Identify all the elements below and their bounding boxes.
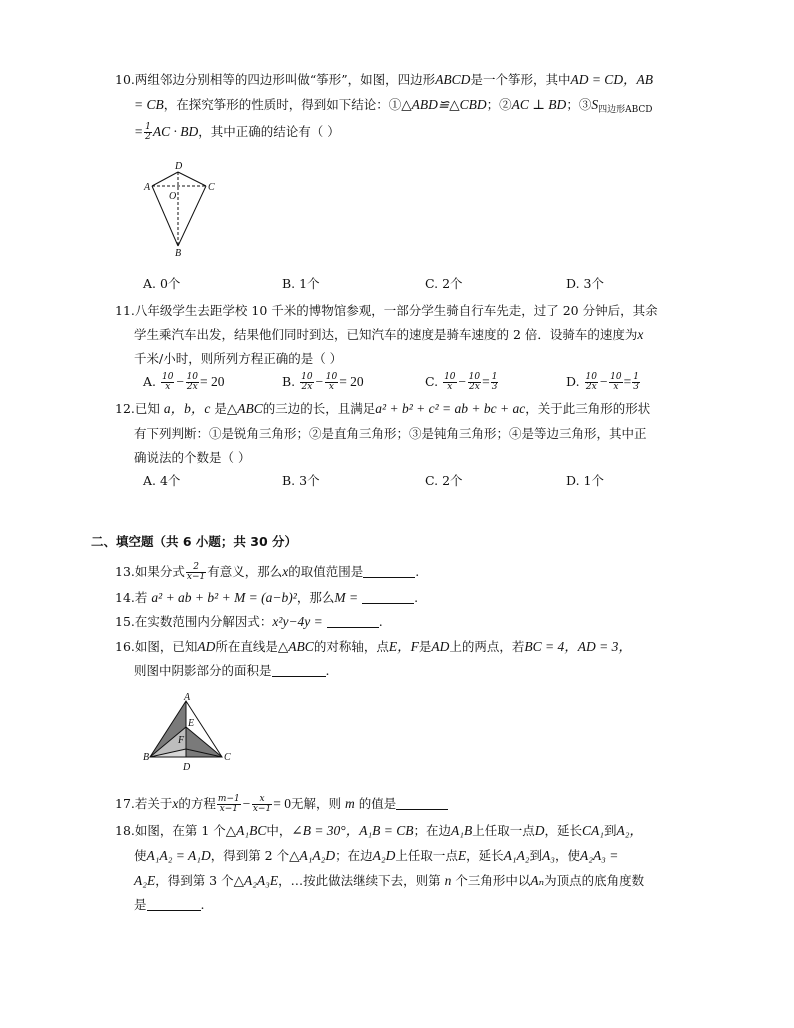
edge-DA [152, 172, 178, 186]
q16-math: BC = 4，AD = 3， [524, 639, 632, 654]
q12-text: ，关于此三角形的形状 [525, 401, 651, 416]
q10-number: 10. [115, 72, 135, 87]
q12-option-d[interactable]: D. 1个 [566, 473, 604, 488]
q10-subscript: 四边形ABCD [598, 105, 653, 115]
section-title: 二、填空题（共 6 小题；共 30 分） [91, 534, 298, 549]
equals: = [482, 374, 490, 389]
q10-math: = CB [134, 97, 164, 112]
q11-line-3 [134, 350, 342, 368]
q16-text: 则图中阴影部分的面积是 [134, 663, 272, 678]
q12-number: 12. [115, 401, 135, 416]
q18-math: A₂E [134, 873, 156, 888]
q18-text: ；在边 [335, 848, 373, 863]
q14-text: 若 [134, 590, 148, 605]
q18-math: Aₙ [530, 873, 545, 888]
q18-text: ，延长 [544, 823, 582, 838]
q17-number: 17. [115, 796, 135, 811]
q12-line-3 [134, 449, 250, 467]
q16-triangle-figure [140, 693, 240, 775]
q18-text: ；在边 [413, 823, 452, 838]
option-label: B. [282, 374, 296, 389]
operator: − [314, 374, 324, 389]
q15-number: 15. [115, 614, 135, 629]
q16-math: AD [197, 639, 216, 654]
label-D: D [183, 762, 191, 773]
frac-num: 1 [491, 372, 498, 382]
q10-option-a[interactable]: A. 0个 [143, 276, 181, 291]
q14-number: 14. [115, 590, 135, 605]
q14-text: . [414, 590, 419, 605]
frac-num: 10 [301, 372, 313, 382]
q18-math: △A₁A₂D [289, 848, 336, 863]
fraction [161, 373, 174, 392]
label-B: B [175, 248, 182, 258]
q11-line-2 [134, 326, 643, 344]
q12-text: 有下列判断：①是锐角三角形；②是直角三角形；③是钝角三角形；④是等边三角形，其中正 [134, 426, 647, 441]
frac-num: 1 [145, 122, 151, 132]
q16-text: 的对称轴，点 [313, 639, 389, 654]
q18-text: 如图，在第 1 个 [134, 823, 226, 838]
q18-text: 上任取一点 [395, 848, 458, 863]
label-B: B [143, 752, 150, 763]
label-F: F [178, 735, 185, 746]
label-A: A [184, 693, 191, 703]
q18-math: A₁A₂ = A₁D [146, 848, 211, 863]
edge-CB [178, 186, 206, 246]
operator: − [599, 374, 609, 389]
q13-number: 13. [115, 564, 135, 579]
q10-text: 是一个筝形，其中 [470, 72, 571, 87]
q18-number: 18. [115, 823, 135, 838]
q15-answer-blank[interactable] [327, 615, 379, 628]
frac-num: x [252, 795, 272, 805]
q10-line-2 [134, 96, 652, 119]
q18-answer-blank[interactable] [147, 898, 201, 911]
q10-text: ，在探究筝形的性质时，得到如下结论：① [163, 97, 402, 112]
q16-line-1 [115, 638, 632, 656]
q16-text: 是 [418, 639, 432, 654]
q12-math: △ABC [226, 401, 263, 416]
q18-math: A₁B [451, 823, 473, 838]
q18-text: 中， [266, 823, 292, 838]
q10-math: AC ⊥ BD [511, 97, 567, 112]
fraction [217, 795, 241, 814]
q15-text: . [378, 614, 383, 629]
q14-math: a² + ab + b² + M = (a−b)² [151, 590, 297, 605]
frac-den: x [613, 382, 619, 392]
frac-den: x−1 [219, 804, 238, 814]
frac-num: 10 [186, 372, 199, 382]
option-label: A. [143, 374, 157, 389]
fraction [491, 373, 499, 392]
q16-text: 上的两点，若 [449, 639, 525, 654]
fraction [252, 795, 272, 814]
q16-number: 16. [115, 639, 135, 654]
q18-text: ，得到第 3 个 [155, 873, 234, 888]
q13-line [115, 563, 419, 582]
q12-option-c[interactable]: C. 2个 [425, 473, 463, 488]
q16-answer-blank[interactable] [272, 664, 326, 677]
q15-math: x²y−4y = [272, 614, 323, 629]
fraction [632, 373, 640, 392]
fraction [186, 373, 199, 392]
q13-text: 的取值范围是 [288, 564, 364, 579]
frac-num: 2 [186, 563, 206, 573]
q14-text: ，那么 [296, 590, 335, 605]
q18-math: △A₁BC [225, 823, 267, 838]
q18-line-3 [134, 872, 644, 890]
q18-text: ，…按此做法继续下去，则第 [278, 873, 441, 888]
q18-text: 个三角形中以 [455, 873, 531, 888]
q11-text: 千米/小时，则所列方程正确的是（ ） [134, 351, 343, 366]
q16-math: E，F [388, 639, 419, 654]
q13-answer-blank[interactable] [363, 565, 415, 578]
frac-num: 10 [468, 372, 481, 382]
q10-math: AC · BD [152, 124, 199, 139]
q12-option-a[interactable]: A. 4个 [143, 473, 181, 488]
frac-den: 2x [186, 382, 198, 392]
q11-option-b[interactable] [282, 373, 364, 392]
frac-den: x−1 [252, 804, 272, 814]
frac-num: m−1 [217, 794, 240, 804]
q18-math: D [534, 823, 545, 838]
q12-text: 是 [214, 401, 227, 416]
q17-math: x [172, 796, 179, 811]
frac-den: x [447, 382, 453, 392]
q15-text: 在实数范围内分解因式： [134, 614, 273, 629]
option-label: C. [425, 374, 439, 389]
q18-line-4 [134, 896, 205, 914]
q10-fraction [144, 123, 152, 142]
q11-line-1 [115, 302, 658, 320]
q17-text: 的方程 [178, 796, 216, 811]
q16-text: 所在直线是 [215, 639, 278, 654]
q10-text: 两组邻边分别相等的四边形叫做“筝形”，如图，四边形 [134, 72, 436, 87]
frac-den: 2 [145, 132, 151, 142]
q17-text: 的值是 [358, 796, 397, 811]
q13-text: . [415, 564, 420, 579]
label-D: D [175, 161, 183, 172]
q18-math: n [444, 873, 452, 888]
frac-num: 1 [633, 372, 639, 382]
frac-den: 3 [633, 382, 639, 392]
q10-option-c[interactable]: C. 2个 [425, 276, 463, 291]
q10-text: ，其中正确的结论有（ ） [198, 124, 340, 139]
q12-math: a，b，c [163, 401, 211, 416]
q10-option-d[interactable]: D. 3个 [566, 276, 604, 291]
q17-line [115, 795, 448, 814]
q16-line-2 [134, 662, 330, 680]
frac-num: 10 [162, 372, 174, 382]
rhs: = 20 [339, 374, 364, 389]
q18-math: A₃ [542, 848, 555, 863]
q11-text: 学生乘汽车出发，结果他们同时到达，已知汽车的速度是骑车速度的 2 倍．设骑车的速度为 [134, 327, 638, 342]
q18-text: ，延长 [466, 848, 504, 863]
q18-text: 是 [134, 897, 147, 912]
q18-math: A₂A₃ = [580, 848, 619, 863]
q12-math: a² + b² + c² = ab + bc + ac [375, 401, 526, 416]
q11-number: 11. [115, 303, 135, 318]
q18-text: ，使 [554, 848, 580, 863]
frac-num: 10 [325, 372, 338, 382]
frac-den: x [328, 382, 334, 392]
q12-text: 确说法的个数是（ ） [134, 450, 251, 465]
label-C: C [224, 752, 231, 763]
q10-math: △ABD≌△CBD [401, 97, 487, 112]
frac-num: 10 [585, 372, 597, 382]
q18-math: A₂D [372, 848, 396, 863]
frac-den: x−1 [186, 572, 206, 582]
frac-den: 3 [491, 382, 498, 392]
q13-text: 有意义，那么 [207, 564, 283, 579]
q17-text: 若关于 [134, 796, 173, 811]
q17-math: m [344, 796, 355, 811]
q18-text: 上任取一点 [472, 823, 535, 838]
q11-option-c[interactable] [425, 373, 499, 392]
rhs: = 20 [200, 374, 225, 389]
q10-text: ；③ [566, 97, 592, 112]
q11-option-d[interactable] [566, 373, 641, 392]
label-E: E [188, 718, 195, 729]
q13-text: 如果分式 [134, 564, 185, 579]
edge-DC [178, 172, 206, 186]
fraction [325, 373, 338, 392]
label-A: A [144, 182, 151, 193]
q13-fraction [186, 563, 206, 582]
q11-option-a[interactable] [143, 373, 225, 392]
q10-math: = [134, 124, 144, 139]
q18-text: . [200, 897, 205, 912]
q18-math: △A₂A₃E [233, 873, 279, 888]
q11-text: 八年级学生去距学校 10 千米的博物馆参观，一部分学生骑自行车先走，过了 20 分钟后，其余 [134, 303, 658, 318]
q10-text: ；② [486, 97, 512, 112]
q10-math: AD = CD，AB [570, 72, 654, 87]
q18-text: 为顶点的底角度数 [544, 873, 645, 888]
q15-line [115, 613, 383, 631]
q18-math: A₁A₂ [503, 848, 530, 863]
q14-math: M = [334, 590, 359, 605]
q18-math: ∠B = 30°，A₁B = CB [291, 823, 414, 838]
q10-math: S [591, 97, 599, 112]
fraction [585, 373, 598, 392]
frac-den: 2x [468, 382, 480, 392]
frac-den: 2x [301, 382, 313, 392]
q16-text: . [325, 663, 330, 678]
fraction [300, 373, 313, 392]
operator: − [457, 374, 467, 389]
label-C: C [208, 182, 215, 193]
q17-text: 无解，则 [290, 796, 341, 811]
q14-answer-blank[interactable] [362, 591, 414, 604]
q13-math: x [282, 564, 289, 579]
frac-num: 10 [610, 372, 622, 382]
equals: = [623, 374, 632, 389]
q10-option-b[interactable]: B. 1个 [282, 276, 320, 291]
q18-text: 到 [529, 848, 543, 863]
fraction [443, 373, 456, 392]
fraction [468, 373, 481, 392]
q18-line-1 [115, 822, 643, 840]
q11-math: x [637, 327, 644, 342]
q10-line-3 [134, 123, 340, 142]
frac-num: 10 [444, 372, 456, 382]
q10-kite-figure [140, 158, 220, 258]
q12-option-b[interactable]: B. 3个 [282, 473, 320, 488]
q16-text: 如图，已知 [134, 639, 198, 654]
q16-math: AD [431, 639, 450, 654]
option-label: D. [566, 374, 580, 389]
q14-line [115, 589, 418, 607]
fraction [609, 373, 622, 392]
q10-math: ABCD [435, 72, 471, 87]
rhs: = 0 [273, 796, 291, 811]
operator: − [175, 374, 185, 389]
q12-line-2 [134, 425, 647, 443]
q16-math: △ABC [277, 639, 314, 654]
q18-math: CA₁ [582, 823, 604, 838]
label-O: O [169, 191, 177, 202]
q12-text: 已知 [134, 401, 160, 416]
q18-math: A₂， [616, 823, 643, 838]
frac-den: x [165, 382, 171, 392]
q10-line-1 [115, 71, 653, 89]
frac-den: 2x [585, 382, 597, 392]
q18-math: E [457, 848, 467, 863]
q12-text: 的三边的长，且满足 [262, 401, 376, 416]
q18-line-2 [134, 847, 618, 865]
operator: − [241, 796, 251, 811]
q17-answer-blank[interactable] [396, 797, 448, 810]
q18-text: ，得到第 2 个 [210, 848, 290, 863]
q18-text: 到 [603, 823, 617, 838]
q12-line-1 [115, 400, 650, 418]
q18-text: 使 [134, 848, 147, 863]
